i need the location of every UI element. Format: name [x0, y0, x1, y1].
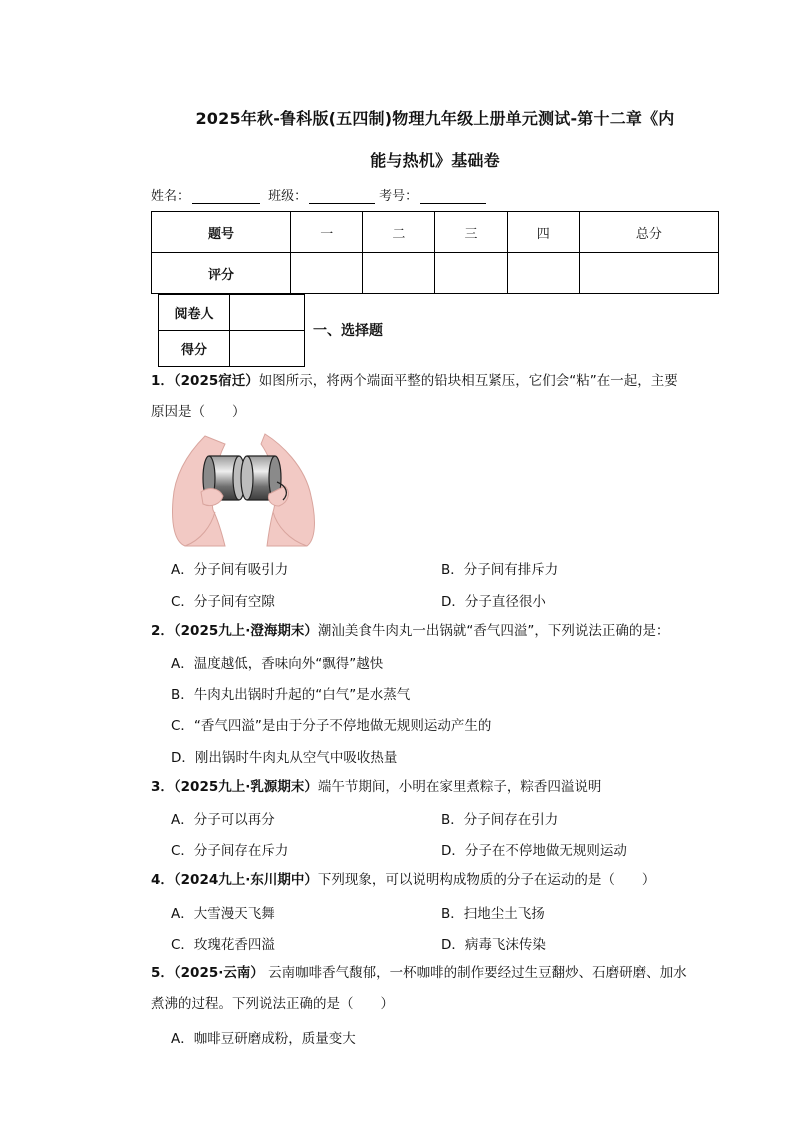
- option-b[interactable]: B．分子间有排斥力: [441, 562, 559, 578]
- option-d[interactable]: D．病毒飞沫传染: [441, 937, 546, 953]
- page-title-line-1: 2025年秋-鲁科版(五四制)物理九年级上册单元测试-第十二章《内: [195, 109, 675, 128]
- exam-no-label: 考号：: [379, 189, 419, 204]
- question-text: 煮沸的过程。下列说法正确的是（ ）: [151, 996, 394, 1012]
- question-1: [151, 366, 721, 428]
- total-score[interactable]: [579, 253, 718, 294]
- score-table: [151, 211, 719, 294]
- class-blank[interactable]: [309, 189, 375, 204]
- reviewer-label: 阅卷人: [159, 295, 230, 331]
- section-3-score[interactable]: [435, 253, 507, 294]
- option-d[interactable]: D．分子在不停地做无规则运动: [441, 843, 627, 859]
- question-number: 4．: [151, 872, 174, 888]
- question-5: [151, 958, 721, 1020]
- option-b[interactable]: B．扫地尘土飞扬: [441, 906, 545, 922]
- option-c[interactable]: C．玫瑰花香四溢: [171, 937, 275, 953]
- total-header: 总分: [579, 212, 718, 253]
- section-4-score[interactable]: [507, 253, 579, 294]
- student-info: [151, 185, 490, 204]
- page-title-line-2: 能与热机》基础卷: [370, 151, 500, 170]
- grader-table: [158, 294, 305, 367]
- question-2: [151, 616, 721, 647]
- question-3: [151, 772, 721, 803]
- question-source: （2024九上·东川期中）: [173, 872, 318, 888]
- option-a[interactable]: A．分子可以再分: [171, 812, 275, 828]
- name-blank[interactable]: [192, 189, 260, 204]
- option-a[interactable]: A．咖啡豆研磨成粉，质量变大: [171, 1031, 356, 1047]
- section-4-header: 四: [507, 212, 579, 253]
- option-b[interactable]: B．分子间存在引力: [441, 812, 559, 828]
- option-c[interactable]: C．分子间存在斥力: [171, 843, 289, 859]
- option-d[interactable]: D．分子直径很小: [441, 594, 546, 610]
- question-number: 3．: [151, 779, 174, 795]
- option-d[interactable]: D．刚出锅时牛肉丸从空气中吸收热量: [171, 750, 398, 766]
- question-source: （2025·云南）: [173, 965, 264, 981]
- score-table-score-row: [152, 253, 719, 294]
- section-3-header: 三: [435, 212, 507, 253]
- section-2-score[interactable]: [363, 253, 435, 294]
- question-text: 端午节期间，小明在家里煮粽子，粽香四溢说明: [317, 779, 602, 795]
- option-a[interactable]: A．大雪漫天飞舞: [171, 906, 275, 922]
- question-number: 5．: [151, 965, 174, 981]
- reviewer-cell[interactable]: [230, 295, 305, 331]
- question-number-header: 题号: [152, 212, 291, 253]
- lead-blocks-figure: [165, 430, 325, 548]
- grader-score-label: 得分: [159, 331, 230, 367]
- option-a[interactable]: A．温度越低，香味向外“飘得”越快: [171, 656, 384, 672]
- question-source: （2025九上·澄海期末）: [173, 623, 318, 639]
- question-source: （2025宿迁）: [173, 373, 259, 389]
- question-number: 2．: [151, 623, 174, 639]
- section-2-header: 二: [363, 212, 435, 253]
- option-b[interactable]: B．牛肉丸出锅时升起的“白气”是水蒸气: [171, 687, 411, 703]
- score-row-label: 评分: [152, 253, 291, 294]
- question-text: 如图所示，将两个端面平整的铅块相互紧压，它们会“粘”在一起，主要: [258, 373, 678, 389]
- question-text: 潮汕美食牛肉丸一出锅就“香气四溢”，下列说法正确的是：: [317, 623, 670, 639]
- question-number: 1．: [151, 373, 174, 389]
- option-c[interactable]: C．“香气四溢”是由于分子不停地做无规则运动产生的: [171, 718, 492, 734]
- option-a[interactable]: A．分子间有吸引力: [171, 562, 289, 578]
- question-text: 原因是（ ）: [151, 404, 246, 420]
- question-text: 云南咖啡香气馥郁，一杯咖啡的制作要经过生豆翻炒、石磨研磨、加水: [263, 965, 687, 981]
- section-1-header: 一: [291, 212, 363, 253]
- name-label: 姓名：: [151, 189, 191, 204]
- question-text: 下列现象，可以说明构成物质的分子在运动的是（ ）: [317, 872, 656, 888]
- grader-score-cell[interactable]: [230, 331, 305, 367]
- question-source: （2025九上·乳源期末）: [173, 779, 318, 795]
- question-4: [151, 865, 721, 896]
- score-table-header-row: [152, 212, 719, 253]
- class-label: 班级：: [268, 189, 308, 204]
- section-1-score[interactable]: [291, 253, 363, 294]
- option-c[interactable]: C．分子间有空隙: [171, 594, 275, 610]
- section-title: 一、选择题: [313, 323, 383, 339]
- exam-no-blank[interactable]: [420, 189, 486, 204]
